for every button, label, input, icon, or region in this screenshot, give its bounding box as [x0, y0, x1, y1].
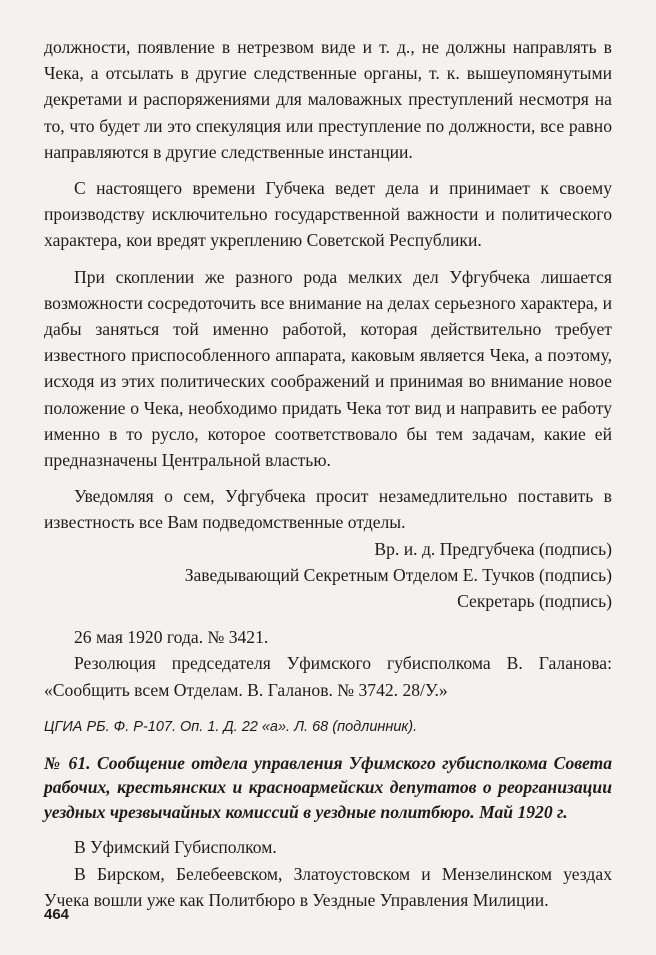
addressee: В Уфимский Губисполком. [74, 837, 277, 858]
paragraph-continued: должности, появление в нетрезвом виде и т. д., не должны направлять в Чека, а отсылать в другие следственные органы, т. к. вышеупомянутыми декретами и распоряжениями для маловажных преступлений несмотря на то, что будет ли это спекуляция или преступление по должности, все равно направляются в другие следственные инстанции. [44, 37, 612, 162]
archive-reference: ЦГИА РБ. Ф. Р-107. Оп. 1. Д. 22 «а». Л. 68 (подлинник). [44, 718, 418, 735]
paragraph-uchek-politburo: В Бирском, Белебеевском, Златоустовском и Мензелинском уездах Учека вошли уже как Политбюро в Уездные Управления Милиции. [44, 863, 612, 910]
signature-acting-chair: Вр. и. д. Предгубчека (подпись) [374, 538, 612, 559]
paragraph-petty-cases: При скоплении же разного рода мелких дел Уфгубчека лишается возможности сосредоточить все внимание на делах серьезного характера, и дабы заняться той именно работой, которая действительно требует известного приспособленного аппарата, каковым является Чека, а поэтому, исходя из этих политических соображений и принимая во внимание новое положение о Чека, необходимо придать Чека тот вид и направить ее работу именно в то русло, которое соответствовало бы тем задачам, какие ей предназначены Центральной властью. [44, 266, 612, 471]
page-number: 464 [44, 906, 70, 923]
paragraph-gubcheka-cases: С настоящего времени Губчека ведет дела и принимает к своему производству исключительно государственной важности и политического характера, кои вредят укреплению Советской Республики. [44, 178, 612, 251]
paragraph-notification: Уведомляя о сем, Уфгубчека просит незамедлительно поставить в известность все Вам подведомственные отделы. [44, 486, 612, 533]
signature-secret-dept: Заведывающий Секретным Отделом Е. Тучков (подпись) [184, 564, 612, 585]
document-title: № 61. Сообщение отдела управления Уфимского губисполкома Совета рабочих, крестьянских и красноармейских депутатов о реорганизации уездных чрезвычайных комиссий в уездные политбюро. Май 1920 г. [44, 752, 612, 822]
resolution: Резолюция председателя Уфимского губисполкома В. Галанова: «Сообщить всем Отделам. В. Галанов. № 3742. 28/У.» [44, 653, 612, 700]
signature-secretary: Секретарь (подпись) [457, 591, 612, 612]
date-line: 26 мая 1920 года. № 3421. [74, 627, 269, 648]
document-page [44, 34, 612, 913]
